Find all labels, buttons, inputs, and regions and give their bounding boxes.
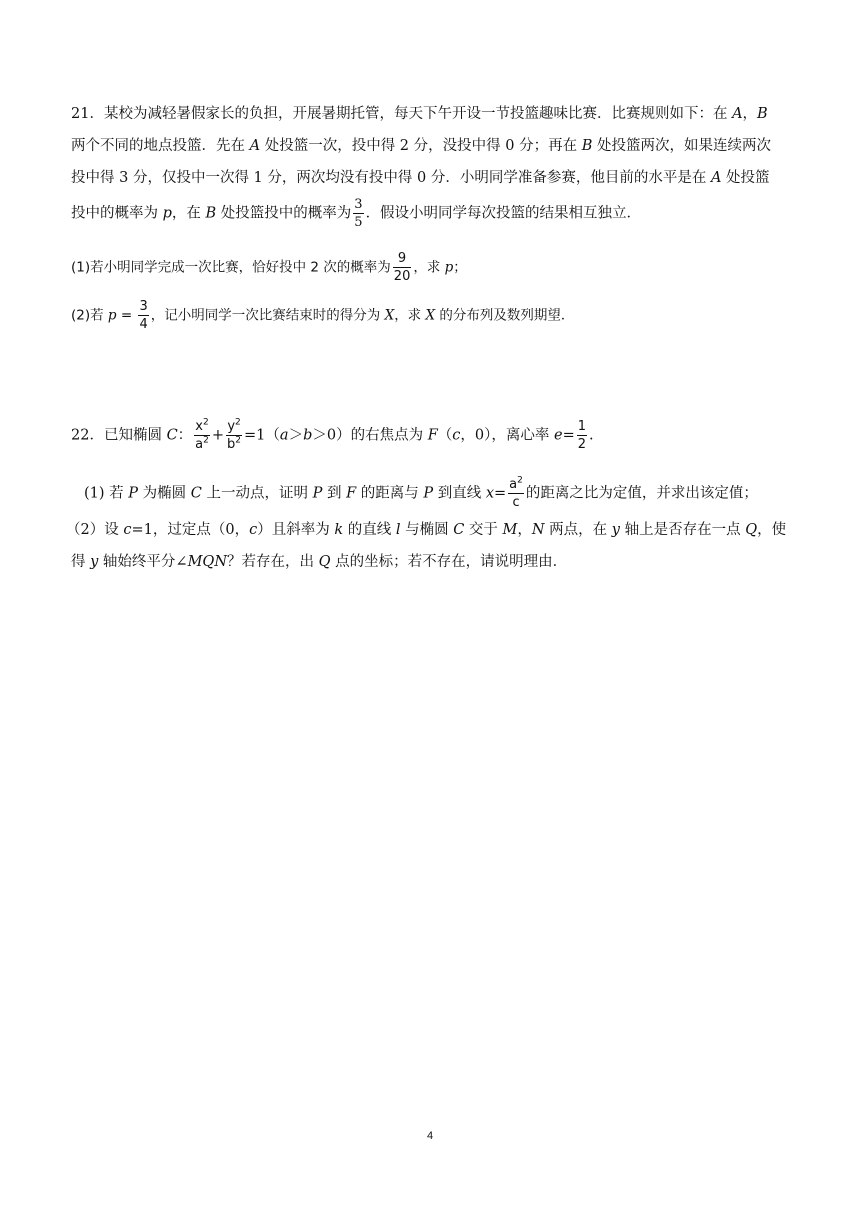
fraction-9-20: $\frac{9}{20}$ [393, 251, 411, 284]
text: 的直线 [343, 522, 396, 538]
text: 两个不同的地点投篮．先在 [71, 138, 250, 154]
text: （ [437, 427, 453, 444]
text: 的分布列及数列期望． [435, 307, 575, 324]
text: ，使 [757, 522, 787, 538]
var-C: C [190, 485, 202, 502]
var-P: P [312, 485, 323, 502]
var-B: B [757, 106, 768, 122]
text: 到直线 [433, 485, 486, 502]
var-k: k [334, 522, 344, 538]
text: (1)若小明同学完成一次比赛，恰好投中 2 次的概率为 [71, 259, 391, 276]
text: 与椭圆 [400, 522, 454, 538]
var-A: A [249, 138, 261, 154]
text: 21．某校为减轻暑假家长的负担，开展暑期托管，每天下午开设一节投篮趣味比赛．比赛规则如下：在 [71, 106, 733, 122]
var-F: F [427, 427, 438, 444]
fraction-a2-c: $\frac{a^2}{c}$ [509, 475, 523, 510]
q21-line-1 [71, 104, 768, 124]
fraction-1-2: $\frac{1}{2}$ [577, 419, 587, 452]
var-P: P [128, 485, 139, 502]
text: ，在 [171, 205, 206, 222]
var-b: b [303, 427, 313, 444]
var-B: B [205, 205, 217, 222]
q21-line-3 [71, 168, 770, 188]
text: ，求 [413, 259, 445, 276]
text: 的距离与 [356, 485, 424, 502]
var-a: a [279, 427, 289, 444]
text: ， [517, 522, 532, 538]
var-l: l [395, 522, 401, 538]
var-N: N [531, 522, 545, 538]
var-Q: Q [745, 522, 758, 538]
text: 轴始终平分∠ [98, 554, 188, 570]
text: 投中的概率为 [71, 205, 163, 222]
var-A: A [710, 170, 722, 186]
var-c: c [452, 427, 461, 444]
var-Q: Q [318, 554, 331, 570]
var-MQN: MQN [187, 554, 227, 570]
q21-line-4 [71, 198, 641, 229]
text: 轴上是否存在一点 [619, 522, 746, 538]
q22-part-2 [66, 520, 786, 540]
var-A: A [732, 106, 743, 122]
text: =1（ [244, 427, 280, 444]
fraction-3-5: $\frac{3}{5}$ [354, 197, 363, 230]
text: 处投篮一次，投中得 2 分，没投中得 0 分；再在 [260, 138, 582, 154]
text: (2)若 [71, 307, 108, 324]
var-p: p [444, 259, 454, 276]
var-F: F [346, 485, 357, 502]
q21-part-2 [71, 300, 574, 331]
text: ，记小明同学一次比赛结束时的得分为 [150, 307, 385, 324]
var-x: x [485, 485, 495, 502]
text: (1) 若 [84, 485, 129, 502]
text: ．假设小明同学每次投篮的结果相互独立． [365, 205, 642, 222]
text: ？若存在，出 [227, 554, 319, 570]
text: = [562, 427, 575, 444]
text: + [211, 427, 225, 444]
text: 点的坐标；若不存在，请说明理由． [330, 554, 568, 570]
text: ， [742, 106, 758, 122]
text: ； [453, 259, 467, 276]
var-B: B [581, 138, 593, 154]
q21-part-1 [71, 252, 467, 283]
text: 两点，在 [544, 522, 612, 538]
text: = [116, 307, 137, 324]
text: =1，过定点（0， [131, 522, 250, 538]
text: 处投篮 [721, 170, 770, 186]
var-e: e [553, 427, 563, 444]
var-P: P [423, 485, 434, 502]
var-c: c [123, 522, 132, 538]
var-C: C [166, 427, 178, 444]
text: 得 [71, 554, 91, 570]
text: ＞ [288, 427, 304, 444]
var-p: p [162, 205, 172, 222]
q22-part-2-cont [71, 552, 567, 572]
text: = [494, 485, 507, 502]
fraction-x2-a2: $\frac{x^2}{a^2}$ [195, 417, 209, 452]
var-c: c [249, 522, 258, 538]
var-M: M [502, 522, 518, 538]
text: 上一动点，证明 [201, 485, 313, 502]
text: ）且斜率为 [257, 522, 335, 538]
text: 的距离之比为定值，并求出该定值； [525, 485, 758, 502]
q22-part-1 [84, 475, 758, 510]
var-p: p [107, 307, 117, 324]
fraction-y2-b2: $\frac{y^2}{b^2}$ [227, 417, 242, 452]
text: . [589, 427, 594, 444]
text: 交于 [464, 522, 503, 538]
text: ，0），离心率 [460, 427, 554, 444]
var-X: X [425, 307, 436, 324]
var-y: y [611, 522, 620, 538]
text: 到 [322, 485, 347, 502]
var-X: X [384, 307, 395, 324]
text: 投中得 3 分，仅投中一次得 1 分，两次均没有投中得 0 分．小明同学准备参赛，他目前的水平是在 [71, 170, 711, 186]
q21-line-2 [71, 136, 771, 156]
text: ，求 [394, 307, 426, 324]
fraction-3-4: $\frac{3}{4}$ [139, 299, 148, 332]
text: 为椭圆 [138, 485, 191, 502]
q22-line-1 [71, 417, 594, 452]
var-y: y [90, 554, 99, 570]
var-C: C [453, 522, 465, 538]
text: （2）设 [66, 522, 124, 538]
text: ＞0）的右焦点为 [312, 427, 428, 444]
page-number: 4 [426, 1130, 434, 1142]
text: 22．已知椭圆 [71, 427, 167, 444]
text: 处投篮投中的概率为 [216, 205, 352, 222]
text: 处投篮两次，如果连续两次 [592, 138, 771, 154]
text: ： [177, 427, 193, 444]
